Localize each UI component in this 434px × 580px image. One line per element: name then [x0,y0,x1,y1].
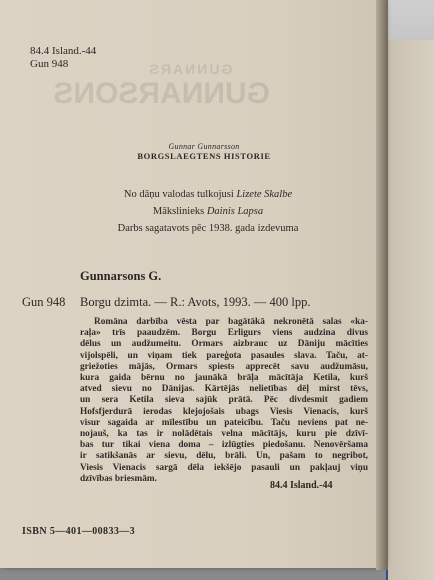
artist-credit [0,206,400,217]
original-author: Gunnar Gunnarsson [168,142,240,151]
abstract-line: ir satikšanās ar sievu, dēlu, brāli. Un, pašam to negribot, [80,451,368,462]
artist-name: Dainis Lapsa [206,206,264,217]
facing-page [386,40,434,580]
translator-prefix: No dāņu valodas tulkojusi [123,189,234,200]
edition-basis: Darbs sagatavots pēc 1938. gada izdevuma [117,223,299,234]
abstract-line: un sera Ketila sieva sajūk prātā. Pēc divdesmit gadiem [80,395,368,406]
corner-classification: 84.4 Island.-44 [30,45,97,57]
abstract-line: raļa» trīs paaudzēm. Borgu Erligurs viens audzina divus [80,328,368,339]
translator-credit [0,189,400,200]
abstract-line: dēlus un audžumeitu. Ormars aizbrauc uz Dāniju mācīties [80,339,368,350]
catalog-classification: 84.4 Island.-44 [270,480,333,491]
corner-shelf-code: Gun 948 [30,58,69,70]
isbn-number: ISBN 5—401—00833—3 [22,526,136,537]
catalog-author-heading: Gunnarsons G. [80,269,162,283]
abstract-line: vijolspēli, un viņam tiek pareģota pasaules slava. Taču, at- [80,350,368,361]
abstract-line: griežoties mājās, Ormars spiests apprecēt savu audžumāsu, [80,361,368,372]
abstract-line: Hofsfjerdurā ierodas klejojošais ubags Viesis Vienacis, kurš [80,406,368,417]
abstract-line: bas tur tikai viena doma – izlūgties piedošanu. Nenovēršama [80,440,368,451]
corner-catalog-code [30,45,96,71]
original-title: BORGSLAEGTENS HISTORIE [137,151,271,161]
abstract-line: Romāna darbība vēsta par bagātākā nekronētā salas «ka- [94,317,368,327]
book-gutter [376,0,388,570]
artist-prefix: Mākslinieks [152,206,205,217]
translator-name: Lizete Skalbe [236,189,293,200]
catalog-call-number: Gun 948 [22,295,66,309]
abstract-line: Viesis Vienacis sargā dēla iekšējo pasauli un pakļauj viņu [80,462,368,473]
abstract-line: dzīvības briesmām. [80,473,157,484]
bleed-author-caps: GUNNARS [147,61,233,77]
abstract-line: visur sagaida ar mīlestību un pateicību. Taču neviens pat ne- [80,417,368,428]
abstract-line: atved sievu no Dānijas. Kārtējās nelietības dēļ mirst tēvs, [80,384,368,395]
catalog-abstract [80,317,368,485]
catalog-entry: Borgu dzimta. — R.: Avots, 1993. — 400 lpp. [80,295,311,309]
abstract-line: nojauš, ka tas ir nolādētais velna mācītājs, kuru pie dzīvī- [80,429,368,440]
bleed-author-large: GUNNARSONS [53,77,270,111]
abstract-line: kura gaida bērnu no jaunākā brāļa mācītāja Ketila, kurš [80,373,368,384]
